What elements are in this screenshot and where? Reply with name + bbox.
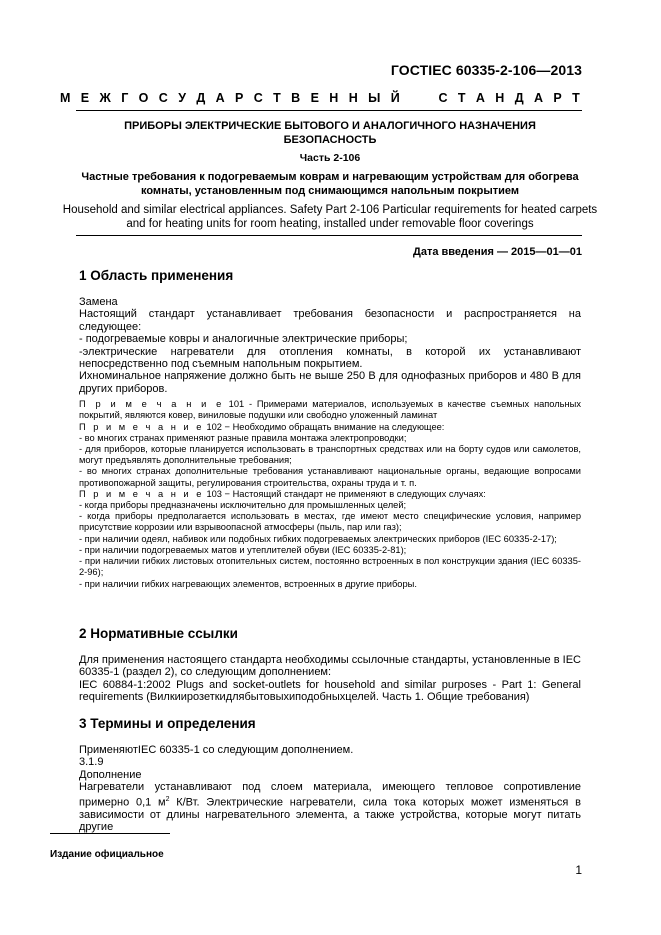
heading-letter: Ж [99,91,111,105]
section-3-body [79,744,581,834]
note-bullet: - при наличии подогреваемых матов и утеплителей обуви (IEC 60335-2-81); [79,544,407,555]
section-2-body [79,654,581,704]
paragraph: IEC 60884-1:2002 Plugs and socket-outlets for household and similar purposes - Part 1: General requirements (Вилкиирозеткидлябытовыхиподобныхцелей. Часть 1. Общие требования) [79,678,581,704]
heading-letter: Т [273,91,281,105]
replace-label: Замена [79,296,118,308]
heading-letter: Р [235,91,244,105]
text-part: К/Вт. Электрические нагреватели, сила тока которых может изменяться в зависимости от длины нагревательного элемента, а также устройства, которые могут питать другие [79,796,581,834]
part-number: Часть 2-106 [299,152,361,164]
subtitle-block [60,170,600,198]
paragraph: ПрименяютIEC 60335-1 со следующим дополнением. [79,744,354,756]
heading-letter: Н [495,91,505,105]
divider-title [76,235,582,236]
heading-letter: Д [514,91,524,105]
section-2-heading: 2 Нормативные ссылки [79,626,238,641]
note-bullet: - во многих странах применяют разные правила монтажа электропроводки; [79,432,407,443]
text-part: Нагреватели устанавливают под слоем материала, имеющего тепловое сопротивление примерно 0,1 м [79,781,581,809]
note-label: П р и м е ч а н и е [79,421,204,432]
heading-letter: А [533,91,544,105]
bullet: - подогреваемые ковры и аналогичные электрические приборы; [79,333,408,346]
paragraph: Настоящий стандарт устанавливает требования безопасности и распространяется на следующее: [79,308,581,333]
superscript: 2 [165,795,170,803]
heading-letter: Е [80,91,90,105]
note-bullet: - когда приборы предназначены исключительно для промышленных целей; [79,500,407,511]
note-bullet: - во многих странах дополнительные требования устанавливают национальные органы, ведающие вопросами противопожарной защиты, регулирования строительства, охраны труда и т. п. [79,466,581,488]
standard-number: ГОСТIEC 60335-2-106—2013 [390,62,582,78]
paragraph [79,781,581,833]
paragraph: Для применения настоящего стандарта необходимы ссылочные стандарты, установленные в IEC 60335-1 (раздел 2), со следующим дополнением: [79,654,581,679]
section-1-body [79,296,581,590]
note-label: П р и м е ч а н и е [79,399,224,410]
subtitle-line-2: комнаты, установленным под снимающимся напольным покрытием [141,185,519,197]
heading-letter: Т [457,91,466,105]
note-bullet: - для приборов, которые планируется использовать в транспортных средствах или на борту судов или самолетов, могут предъявлять дополнительные требования; [79,444,581,466]
heading-letter: Е [310,91,319,105]
divider-top [76,110,582,111]
note-bullet: - при наличии одеял, набивок или подобных гибких подогреваемых электрических приборов (IEC 60335-2-17); [79,533,557,544]
heading-letter: Н [348,91,358,105]
heading-letter: Р [553,91,562,105]
note-bullet: - когда приборы предполагается использовать в местах, где имеют место специфические условия, например присутствие коррозии или взрывоопасной атмосферы (пыль, пар или газ); [79,511,581,533]
title-line-1: ПРИБОРЫ ЭЛЕКТРИЧЕСКИЕ БЫТОВОГО И АНАЛОГИЧНОГО НАЗНАЧЕНИЯ [124,120,536,132]
note-103 [79,489,581,500]
heading-letter: А [215,91,225,105]
heading-letter: С [438,91,448,105]
official-edition-label: Издание официальное [50,849,164,860]
note-101 [79,399,581,421]
interstate-standard-heading [60,91,580,105]
introduction-date: Дата введения — 2015—01—01 [413,246,582,258]
english-title-block [60,203,600,231]
heading-letter: У [178,91,186,105]
clause-number: 3.1.9 [79,756,104,769]
note-text: 101 - Примерами материалов, используемых в качестве съемных напольных покрытий, являются ковер, виниловые подушки или свободно уложенный ламинат [79,399,581,421]
heading-letter: В [291,91,301,105]
page-number: 1 [575,863,582,877]
subtitle-line-1: Частные требования к подогреваемым коврам и нагревающим устройствам для обогрева [81,171,579,183]
note-102 [79,422,581,433]
heading-letter: А [475,91,485,105]
note-bullet: - при наличии гибких нагревающих элементов, встроенных в другие приборы. [79,578,417,589]
section-1-heading: 1 Область применения [79,268,234,283]
paragraph: Ихноминальное напряжение должно быть не выше 250 В для однофазных приборов и 480 В для других приборов. [79,370,581,395]
heading-letter: Й [390,91,400,105]
heading-letter: М [60,91,71,105]
title-block [60,119,600,147]
heading-letter: Г [121,91,129,105]
heading-letter: Д [196,91,206,105]
footnote-divider [50,833,170,834]
heading-letter: О [138,91,149,105]
note-bullet: - при наличии гибких листовых отопительных систем, постоянно встроенных в пол конструкции здания (IEC 60335-2-96); [79,556,581,578]
addition-label: Дополнение [79,768,142,781]
heading-letter: Т [572,91,580,105]
notes-block [79,399,581,589]
title-line-2: БЕЗОПАСНОСТЬ [283,134,377,146]
heading-letter: С [158,91,168,105]
note-label: П р и м е ч а н и е [79,488,204,499]
english-title-line-2: and for heating units for room heating, installed under removable floor coverings [126,218,534,230]
note-text: 102 − Необходимо обращать внимание на следующее: [203,421,445,432]
heading-letter: Н [329,91,339,105]
note-text: 103 − Настоящий стандарт не применяют в следующих случаях: [203,488,486,499]
english-title-line-1: Household and similar electrical appliances. Safety Part 2-106 Particular requirements for heated carpets [62,204,598,216]
bullet: -электрические нагреватели для отопления комнаты, в которой их устанавливают непосредственно под съемным напольным покрытием. [79,345,581,371]
heading-letter: Ы [368,91,381,105]
section-3-heading: 3 Термины и определения [79,716,256,731]
heading-letter: С [253,91,263,105]
heading-gap [410,91,428,105]
